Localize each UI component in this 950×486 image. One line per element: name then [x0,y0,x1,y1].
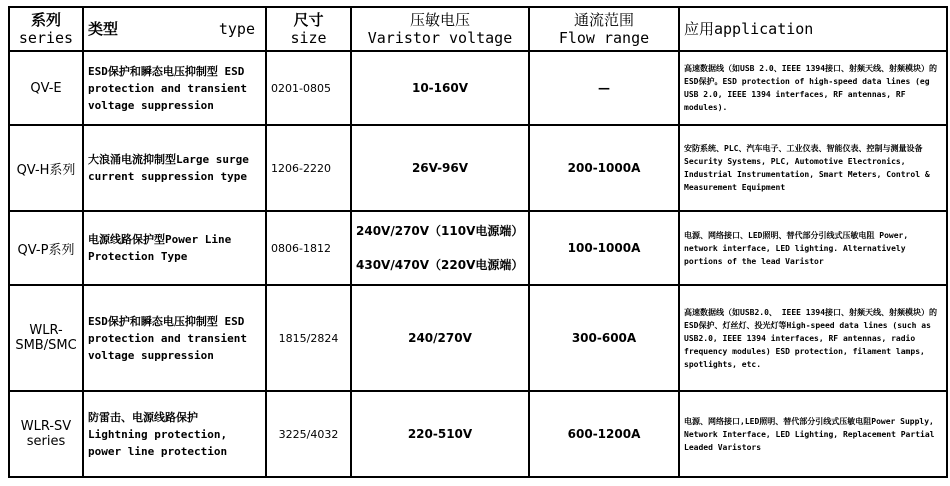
type-cell: 电源线路保护型Power Line Protection Type [83,211,266,285]
table-row [9,125,947,211]
voltage-line: 240V/270V（110V电源端） [356,224,524,238]
series-cell: QV-P系列 [9,211,83,285]
application-cell: 安防系统、PLC、汽车电子、工业仪表、智能仪表、控制与测量设备Security Systems, PLC, Automotive Electronics, Industrial Instrumentation, Smart Meters, Control & Measurement Equipment [679,125,947,211]
header-row [9,7,947,51]
flow-cell: 600-1200A [529,391,679,477]
header-application: 应用application [679,7,947,51]
flow-cell: — [529,51,679,125]
type-cell: ESD保护和瞬态电压抑制型 ESD protection and transient voltage suppression [83,51,266,125]
series-cell: QV-H系列 [9,125,83,211]
size-cell: 1206-2220 [266,125,351,211]
series-cell: WLR-SV series [9,391,83,477]
series-cell: WLR-SMB/SMC [9,285,83,391]
flow-cell: 100-1000A [529,211,679,285]
application-cell: 高速数据线（如USB 2.0、IEEE 1394接口、射频天线、射频模块）的ESD保护。ESD protection of high-speed data lines (eg USB 2.0, IEEE 1394 interfaces, RF antennas, RF modules). [679,51,947,125]
header-series: 系列 series [9,7,83,51]
table-row [9,51,947,125]
size-cell: 1815/2824 [266,285,351,391]
voltage-cell: 26V-96V [351,125,529,211]
series-cell: QV-E [9,51,83,125]
application-cell: 高速数据线（如USB2.0、 IEEE 1394接口、射频天线、射频模块）的ESD保护、灯丝灯、投光灯等High-speed data lines (such as USB2.0, IEEE 1394 interfaces, RF antennas, radio frequency modules) ESD protection, filament lamps, spotlights, etc. [679,285,947,391]
size-cell: 3225/4032 [266,391,351,477]
type-cell: ESD保护和瞬态电压抑制型 ESD protection and transient voltage suppression [83,285,266,391]
spec-table [8,6,948,478]
header-type: 类型 type [83,7,266,51]
size-cell: 0806-1812 [266,211,351,285]
table-row [9,211,947,285]
flow-cell: 300-600A [529,285,679,391]
header-flow: 通流范围 Flow range [529,7,679,51]
voltage-line: 430V/470V（220V电源端） [356,258,524,272]
header-voltage: 压敏电压 Varistor voltage [351,7,529,51]
size-cell: 0201-0805 [266,51,351,125]
voltage-cell: 10-160V [351,51,529,125]
table-row [9,391,947,477]
application-cell: 电源、网络接口、LED照明、替代部分引线式压敏电阻 Power, network interface, LED lighting. Alternatively portions of the lead Varistor [679,211,947,285]
voltage-cell: 240/270V [351,285,529,391]
type-cell: 大浪涌电流抑制型Large surge current suppression type [83,125,266,211]
application-cell: 电源、网络接口,LED照明、替代部分引线式压敏电阻Power Supply, Network Interface, LED Lighting, Replacement Partial Leaded Varistors [679,391,947,477]
header-size: 尺寸 size [266,7,351,51]
table-row [9,285,947,391]
voltage-cell [351,211,529,285]
flow-cell: 200-1000A [529,125,679,211]
voltage-cell: 220-510V [351,391,529,477]
type-cell: 防雷击、电源线路保护 Lightning protection, power line protection [83,391,266,477]
